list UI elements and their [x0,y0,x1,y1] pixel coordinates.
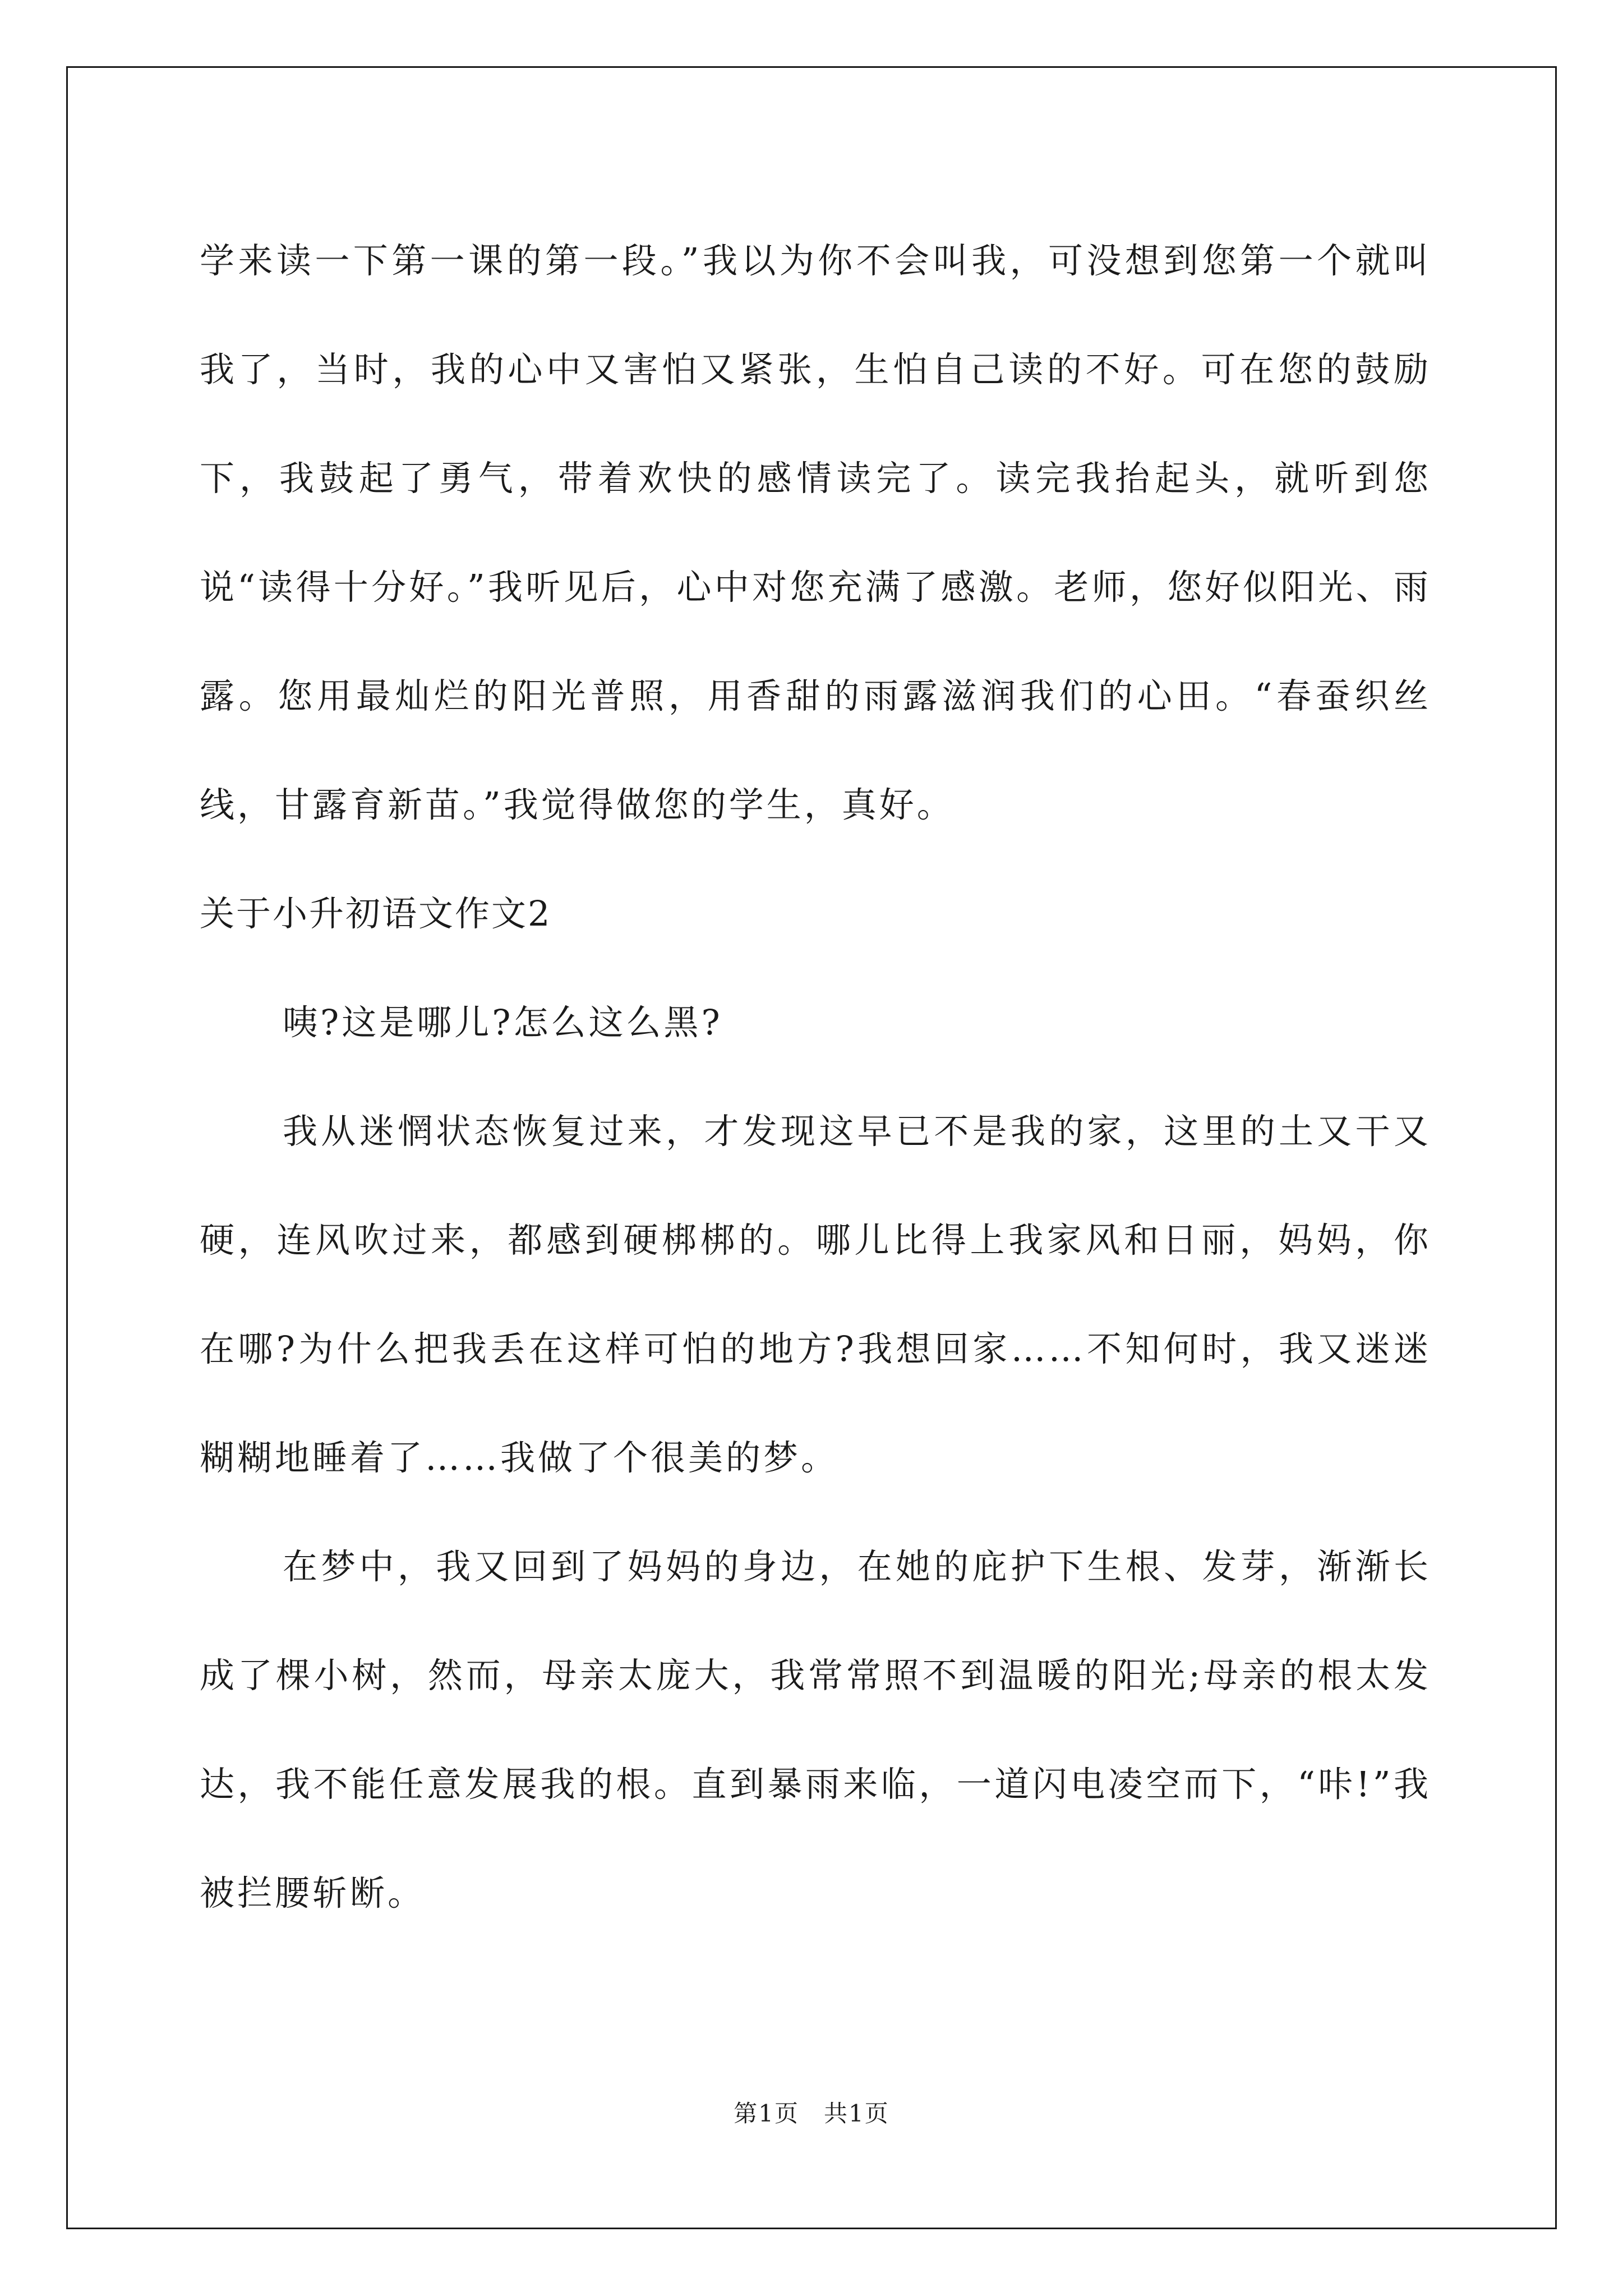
paragraph: 在梦中，我又回到了妈妈的身边，在她的庇护下生根、发芽，渐渐长成了棵小树，然而，母亲太庞大，我常常照不到温暖的阳光;母亲的根太发达，我不能任意发展我的根。直到暴雨来临，一道闪电凌空而下，“咔!”我被拦腰斩断。 [200,1546,1431,1913]
page-number-footer: 第1页 共1页 [734,2100,889,2127]
document-body [200,206,1431,1948]
paragraph: 学来读一下第一课的第一段。”我以为你不会叫我，可没想到您第一个就叫我了，当时，我的心中又害怕又紧张，生怕自己读的不好。可在您的鼓励下，我鼓起了勇气，带着欢快的感情读完了。读完我抬起头，就听到您说“读得十分好。”我听见后，心中对您充满了感激。老师，您好似阳光、雨露。您用最灿烂的阳光普照，用香甜的雨露滋润我们的心田。“春蚕织丝线，甘露育新苗。”我觉得做您的学生，真好。 [200,240,1431,825]
paragraph: 我从迷惘状态恢复过来，才发现这早已不是我的家，这里的土又干又硬，连风吹过来，都感到硬梆梆的。哪儿比得上我家风和日丽，妈妈，你在哪?为什么把我丢在这样可怕的地方?我想回家……不知何时，我又迷迷糊糊地睡着了……我做了个很美的梦。 [200,1111,1431,1478]
section-heading: 关于小升初语文作文2 [200,893,552,934]
paragraph: 咦?这是哪儿?怎么这么黑? [283,1002,723,1043]
